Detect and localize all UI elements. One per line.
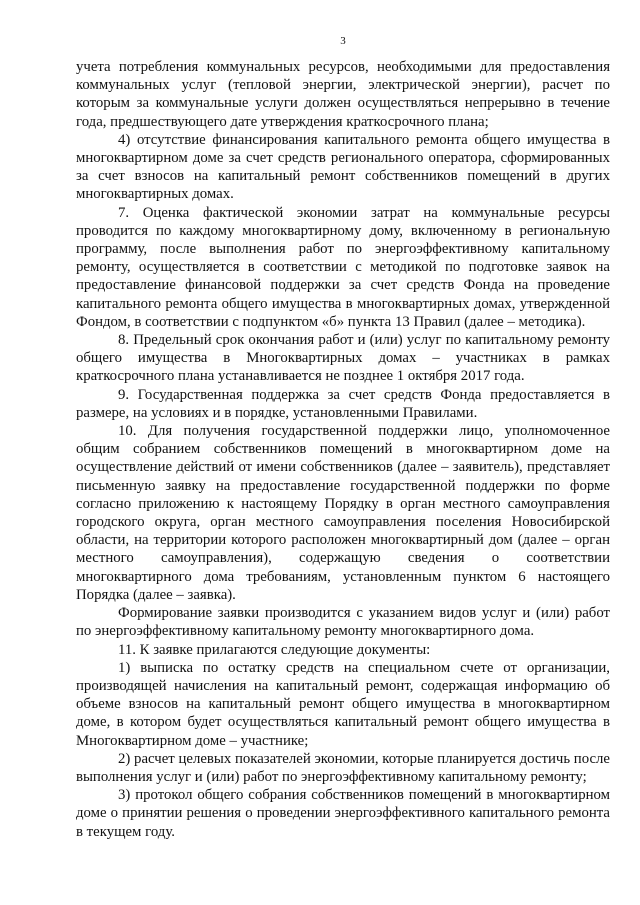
paragraph: 11. К заявке прилагаются следующие документы: bbox=[118, 641, 431, 658]
paragraph: 1) выписка по остатку средств на специальном счете от организации, производящей начисления на капитальный ремонт, содержащая информацию об объеме взносов на капитальный ремонт общего имущества в многоквартирном доме, в котором будет осуществляться капитальный ремонт общего имущества в Многоквартирном доме – участнике; bbox=[76, 659, 610, 749]
paragraph: 3) протокол общего собрания собственников помещений в многоквартирном доме о принятии решения о проведении энергоэффективного капитального ремонта в текущем году. bbox=[76, 787, 610, 840]
page-number: 3 bbox=[340, 35, 346, 47]
paragraph: 8. Предельный срок окончания работ и (или) услуг по капитальному ремонту общего имущества в Многоквартирных домах – участниках в рамках краткосрочного плана устанавливается не позднее 1 октября 2017 года. bbox=[76, 332, 610, 385]
paragraph: Формирование заявки производится с указанием видов услуг и (или) работ по энергоэффективному капитальному ремонту многоквартирного дома. bbox=[76, 605, 610, 640]
paragraph: 7. Оценка фактической экономии затрат на коммунальные ресурсы проводится по каждому многоквартирному дому, включенному в региональную программу, после выполнения работ по энергоэффективному капитальному ремонту, осуществляется в соответствии с методикой по подготовке заявок на предоставление финансовой поддержки за счет средств Фонда на проведение капитального ремонта общего имущества в многоквартирных домах, утвержденной Фондом, в соответствии с подпунктом «б» пункта 13 Правил (далее – методика). bbox=[76, 204, 610, 330]
paragraph: 2) расчет целевых показателей экономии, которые планируется достичь после выполнения услуг и (или) работ по энергоэффективному капитальному ремонту; bbox=[76, 750, 610, 785]
paragraph: учета потребления коммунальных ресурсов, необходимыми для предоставления коммунальных услуг (тепловой энергии, электрической энергии), расчет по которым за коммунальные услуги должен осуществляться непрерывно в течение года, предшествующего дате утверждения краткосрочного плана; bbox=[76, 59, 610, 130]
paragraph: 10. Для получения государственной поддержки лицо, уполномоченное общим собранием собственников помещений в многоквартирном доме на осуществление действий от имени собственников (далее – заявитель), представляет письменную заявку на предоставление государственной поддержки по форме согласно приложению к настоящему Порядку в орган местного самоуправления городского округа, орган местного самоуправления поселения Новосибирской области, на территории которого расположен многоквартирный дом (далее – орган местного самоуправления), содержащую сведения о соответствии многоквартирного дома требованиям, установленным пунктом 6 настоящего Порядка (далее – заявка). bbox=[76, 423, 610, 603]
paragraph: 4) отсутствие финансирования капитального ремонта общего имущества в многоквартирном доме за счет средств регионального оператора, сформированных за счет взносов на капитальный ремонт собственников помещений в других многоквартирных домах. bbox=[76, 131, 610, 203]
document-body bbox=[76, 58, 610, 841]
paragraph: 9. Государственная поддержка за счет средств Фонда предоставляется в размере, на условиях и в порядке, установленными Правилами. bbox=[76, 386, 610, 421]
document-page bbox=[76, 34, 610, 841]
